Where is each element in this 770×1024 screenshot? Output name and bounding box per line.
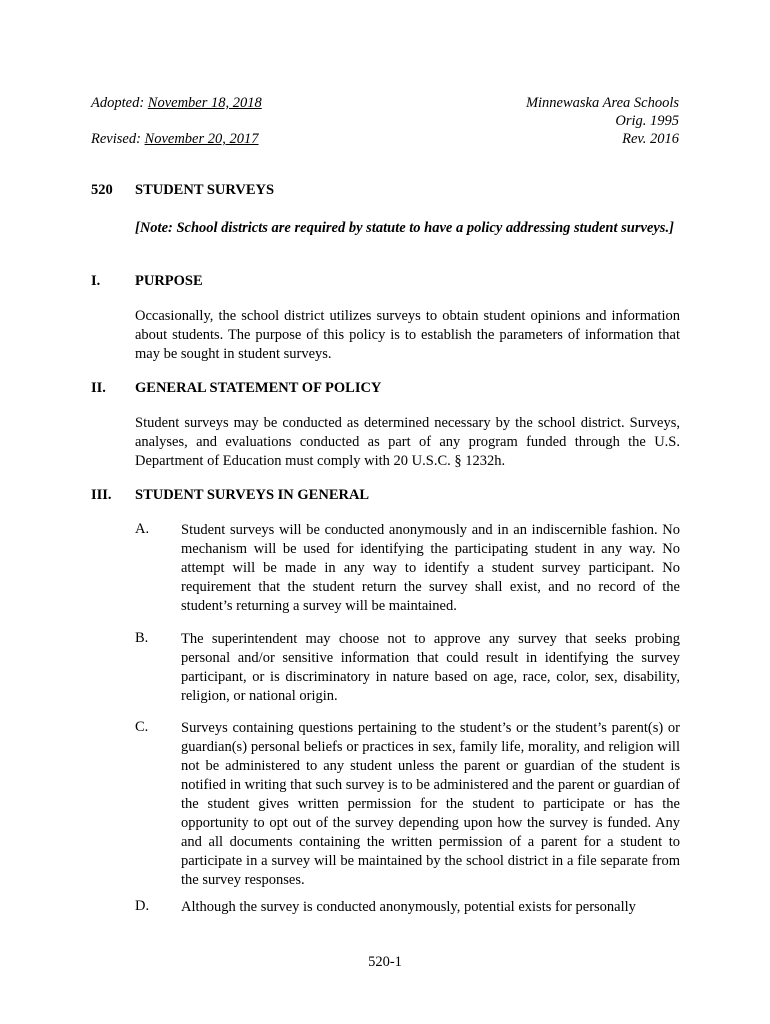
item-text: The superintendent may choose not to approve any survey that seeks probing personal and/or sensitive information that could result in identifying the survey participant, or is discriminatory in nature based on age, race, color, sex, disability, religion, or national origin. [181, 631, 680, 704]
revision-year: Rev. 2016 [622, 131, 679, 147]
revised-line [91, 130, 262, 148]
policy-note: [Note: School districts are required by statute to have a policy addressing student surveys.] [135, 220, 674, 236]
section-heading-surveys-in-general [91, 487, 369, 504]
original-year: Orig. 1995 [615, 113, 679, 129]
revised-label: Revised: [91, 131, 141, 147]
policy-title [91, 182, 274, 199]
section-numeral: II. [91, 380, 106, 396]
item-text: Surveys containing questions pertaining to the student’s or the student’s parent(s) or guardian(s) personal beliefs or practices in sex, family life, morality, and religion will not be administered to any student unless the parent or guardian of the student is notified in writing that such survey is to be administered and the parent or guardian of the student gives written permission for the student to participate or has the opportunity to opt out of the survey depending upon how the survey is funded. Any and all documents containing the written permission of a parent for a student to participate in a survey will be maintained by the school district in a file separate from the survey responses. [181, 720, 680, 888]
item-letter: C. [135, 719, 149, 735]
district-name: Minnewaska Area Schools [525, 95, 679, 111]
general-statement-paragraph: Student surveys may be conducted as determined necessary by the school district. Surveys, analyses, and evaluations conducted as part of any program funded through the U.S. Department of Education must comply with 20 U.S.C. § 1232h. [135, 415, 680, 469]
adoption-info [91, 94, 262, 148]
page-number: 520-1 [368, 954, 402, 970]
section-heading-text: STUDENT SURVEYS IN GENERAL [135, 487, 370, 503]
item-letter: D. [135, 898, 150, 914]
section-numeral: III. [91, 487, 112, 503]
item-text: Student surveys will be conducted anonymously and in an indiscernible fashion. No mechanism will be used for identifying the participating student in any way. No attempt will be made in any way to identify a student survey participant. No requirement that the student return the survey shall exist, and no record of the student’s returning a survey will be maintained. [181, 522, 680, 614]
district-info [526, 94, 679, 148]
adopted-line [91, 94, 262, 112]
section-numeral: I. [91, 273, 101, 289]
adopted-date: November 18, 2018 [147, 95, 262, 111]
item-text: Although the survey is conducted anonymously, potential exists for personally [181, 899, 636, 915]
section-heading-text: PURPOSE [135, 273, 203, 289]
purpose-paragraph: Occasionally, the school district utilizes surveys to obtain student opinions and information about students. The purpose of this policy is to establish the parameters of information that may be sought in student surveys. [135, 308, 680, 362]
section-heading-general-statement [91, 380, 381, 397]
policy-title-text: STUDENT SURVEYS [135, 182, 275, 198]
policy-number: 520 [91, 182, 113, 198]
section-heading-purpose [91, 273, 203, 290]
section-heading-text: GENERAL STATEMENT OF POLICY [135, 380, 382, 396]
item-letter: B. [135, 630, 149, 646]
item-letter: A. [135, 521, 150, 537]
revised-date: November 20, 2017 [144, 131, 259, 147]
adopted-label: Adopted: [91, 95, 145, 111]
